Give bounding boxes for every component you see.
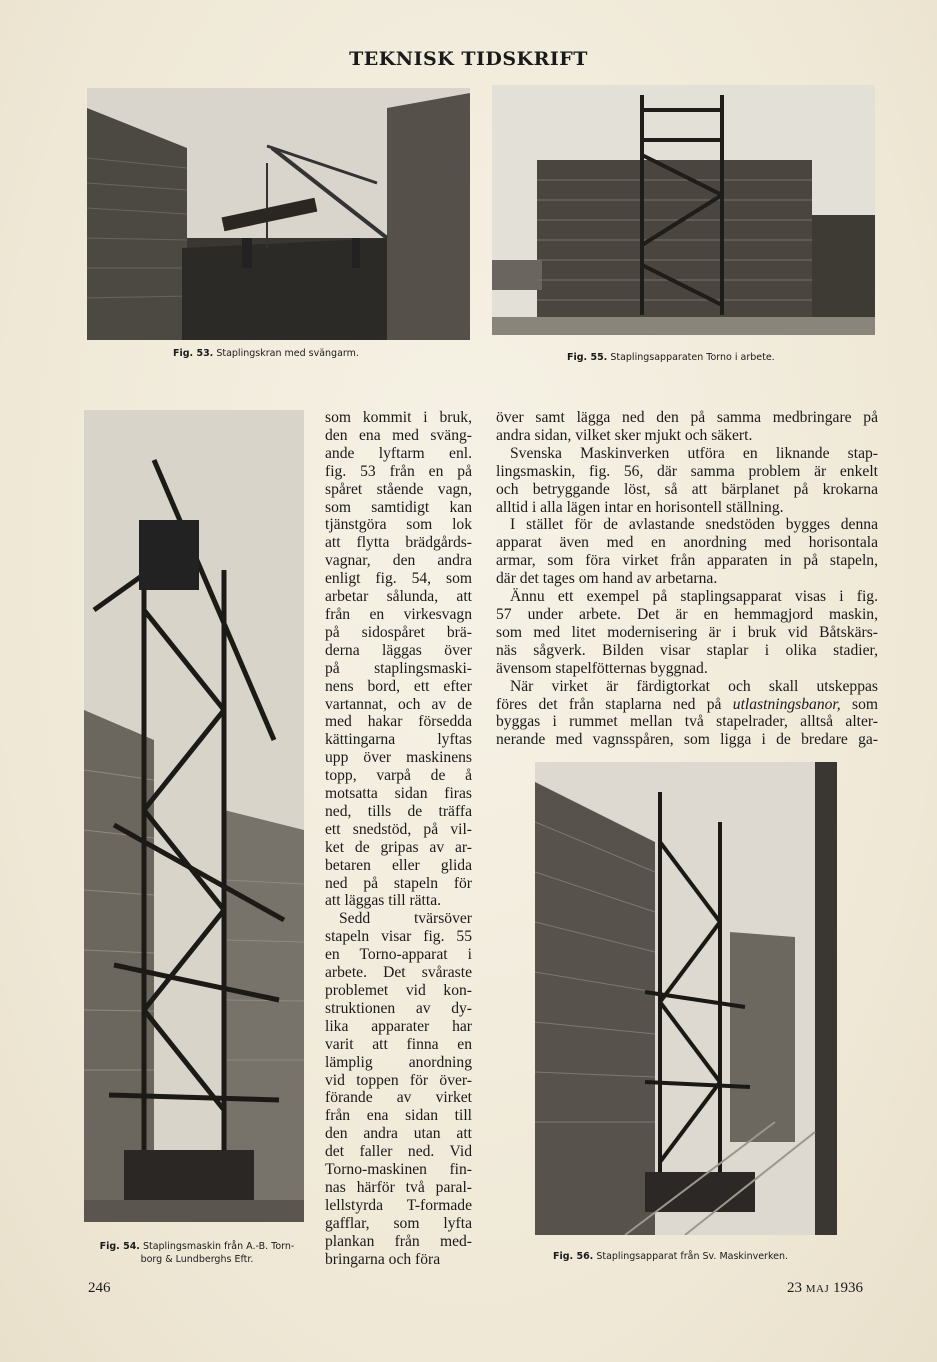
- text-line: [496, 696, 878, 714]
- fig56-illustration: [535, 762, 837, 1235]
- text-line: lika apparater har: [325, 1017, 472, 1035]
- fig56-caption: [553, 1250, 788, 1263]
- text-line: derna läggas över: [325, 641, 472, 659]
- text-line: Ännu ett exempel på staplingsapparat visas i fig.: [510, 588, 878, 606]
- fig54-caption-label: Fig. 54.: [99, 1241, 140, 1252]
- text-line: betaren eller glida: [325, 856, 472, 874]
- text-line: andra sidan, vilket sker mjukt och säkert.: [496, 426, 753, 444]
- text-fragment: som: [840, 695, 878, 713]
- fig53-caption-text: Staplingskran med svängarm.: [216, 348, 359, 359]
- wide-text-column: [496, 409, 878, 749]
- text-line: 57 under arbete. Det är en hemmagjord maskin,: [496, 605, 878, 623]
- text-line: från ena sidan till: [325, 1107, 472, 1125]
- text-line: ket de gripas av ar-: [325, 838, 472, 856]
- text-line: att läggas till rätta.: [325, 892, 442, 910]
- text-line: den andra utan att: [325, 1125, 472, 1143]
- text-line: enligt fig. 54, som: [325, 570, 472, 588]
- text-line: som med litet modernisering är i bruk vid Båtskärs-: [496, 623, 878, 641]
- fig55-caption: [567, 351, 775, 364]
- fig55-photo: [492, 85, 875, 335]
- issue-date-month: MAJ: [805, 1283, 830, 1295]
- text-line: som kommit i bruk,: [325, 409, 472, 426]
- text-line: på staplingsmaski-: [325, 659, 472, 677]
- text-line: bringarna och föra: [325, 1250, 441, 1268]
- text-line: vid toppen för över-: [325, 1071, 472, 1089]
- text-line: och betryggande löst, så att bärplanet på krokarna: [496, 480, 878, 498]
- page-number: 246: [88, 1280, 111, 1296]
- text-line: upp över maskinens: [325, 749, 472, 767]
- text-line: från en virkesvagn: [325, 605, 472, 623]
- text-line: ande lyftarm enl.: [325, 444, 472, 462]
- text-line: det faller ned. Vid: [325, 1143, 472, 1161]
- fig56-photo: [535, 762, 837, 1235]
- text-line: varit att finna en: [325, 1035, 472, 1053]
- text-line: Torno-maskinen fin-: [325, 1161, 472, 1179]
- text-line: lellstyrda T-formade: [325, 1196, 472, 1214]
- fig53-caption: [173, 347, 359, 360]
- italic-term: utlastningsbanor,: [732, 695, 841, 713]
- fig55-illustration: [492, 85, 875, 335]
- text-line: vartannat, och av de: [325, 695, 472, 713]
- text-line: stapeln visar fig. 55: [325, 928, 472, 946]
- fig53-photo: [87, 88, 470, 340]
- text-line: över samt lägga ned den på samma medbringare på: [496, 409, 878, 426]
- text-line: kättingarna lyftas: [325, 731, 472, 749]
- text-line: struktionen av dy-: [325, 999, 472, 1017]
- fig54-caption: [88, 1240, 306, 1266]
- fig54-photo: [84, 410, 304, 1222]
- text-line: apparat även med en anordning med horisontala: [496, 534, 878, 552]
- text-line: att flytta brädgårds-: [325, 534, 472, 552]
- text-line: plankan från med-: [325, 1232, 472, 1250]
- text-line: nens bord, ett efter: [325, 677, 472, 695]
- issue-date-year: 1936: [833, 1280, 864, 1296]
- text-line: armar, som föra virket från apparaten in på stapeln,: [496, 552, 878, 570]
- text-fragment: föres det från staplarna ned på: [496, 695, 733, 713]
- text-line: på sidospåret brä-: [325, 623, 472, 641]
- text-line: När virket är färdigtorkat och skall utskeppas: [510, 677, 878, 695]
- text-line: alltid i alla lägen intar en horisontell ställning.: [496, 498, 784, 516]
- issue-date: [787, 1280, 863, 1297]
- text-line: där det tages om hand av arbetarna.: [496, 570, 718, 588]
- text-line: lingsmaskin, fig. 56, där samma problem är enkelt: [496, 462, 878, 480]
- text-line: arbetar sålunda, att: [325, 588, 472, 606]
- text-line: en Torno-apparat i: [325, 946, 472, 964]
- text-line: förande av virket: [325, 1089, 472, 1107]
- text-line: ävensom stapelfötternas byggnad.: [496, 659, 708, 677]
- fig56-caption-label: Fig. 56.: [553, 1251, 594, 1262]
- narrow-text-column: [325, 409, 472, 1269]
- text-line: Svenska Maskinverken utföra en liknande stap-: [510, 444, 878, 462]
- fig53-illustration: [87, 88, 470, 340]
- text-line: som samtidigt kan: [325, 498, 472, 516]
- fig56-caption-text: Staplingsapparat från Sv. Maskinverken.: [596, 1251, 789, 1262]
- text-line: motsatta sidan firas: [325, 785, 472, 803]
- text-line: Sedd tvärsöver: [339, 910, 472, 928]
- text-line: ett snedstöd, på vil-: [325, 820, 472, 838]
- text-line: byggas i rummet mellan två stapelrader, alltså alter-: [496, 713, 878, 731]
- text-line: med hakar försedda: [325, 713, 472, 731]
- text-line: lämplig anordning: [325, 1053, 472, 1071]
- text-line: nerande med vagnsspåren, som ligga i de bredare ga-: [496, 731, 878, 749]
- fig53-caption-label: Fig. 53.: [173, 348, 214, 359]
- text-line: spåret stående vagn,: [325, 480, 472, 498]
- fig54-caption-line1: Staplingsmaskin från A.-B. Torn-: [142, 1241, 295, 1252]
- text-line: näs sågverk. Bilden visar staplar i olika stadier,: [496, 641, 878, 659]
- journal-masthead: TEKNISK TIDSKRIFT: [349, 48, 588, 70]
- fig55-caption-label: Fig. 55.: [567, 352, 608, 363]
- issue-date-day: 23: [787, 1280, 802, 1296]
- text-line: tjänstgöra som lok: [325, 516, 472, 534]
- text-line: topp, varpå de å: [325, 767, 472, 785]
- text-line: ned på stapeln för: [325, 874, 472, 892]
- text-line: arbete. Det svåraste: [325, 964, 472, 982]
- text-line: den ena med sväng-: [325, 426, 472, 444]
- fig54-illustration: [84, 410, 304, 1222]
- text-line: vagnar, den andra: [325, 552, 472, 570]
- text-line: gafflar, som lyfta: [325, 1214, 472, 1232]
- text-line: nas härför två paral-: [325, 1178, 472, 1196]
- text-line: ned, tills de träffa: [325, 802, 472, 820]
- text-line: fig. 53 från en på: [325, 462, 472, 480]
- text-line: problemet vid kon-: [325, 982, 472, 999]
- fig54-caption-line2: borg & Lundberghs Eftr.: [140, 1254, 254, 1265]
- fig55-caption-text: Staplingsapparaten Torno i arbete.: [610, 352, 775, 363]
- text-line: I stället för de avlastande snedstöden bygges denna: [510, 516, 878, 534]
